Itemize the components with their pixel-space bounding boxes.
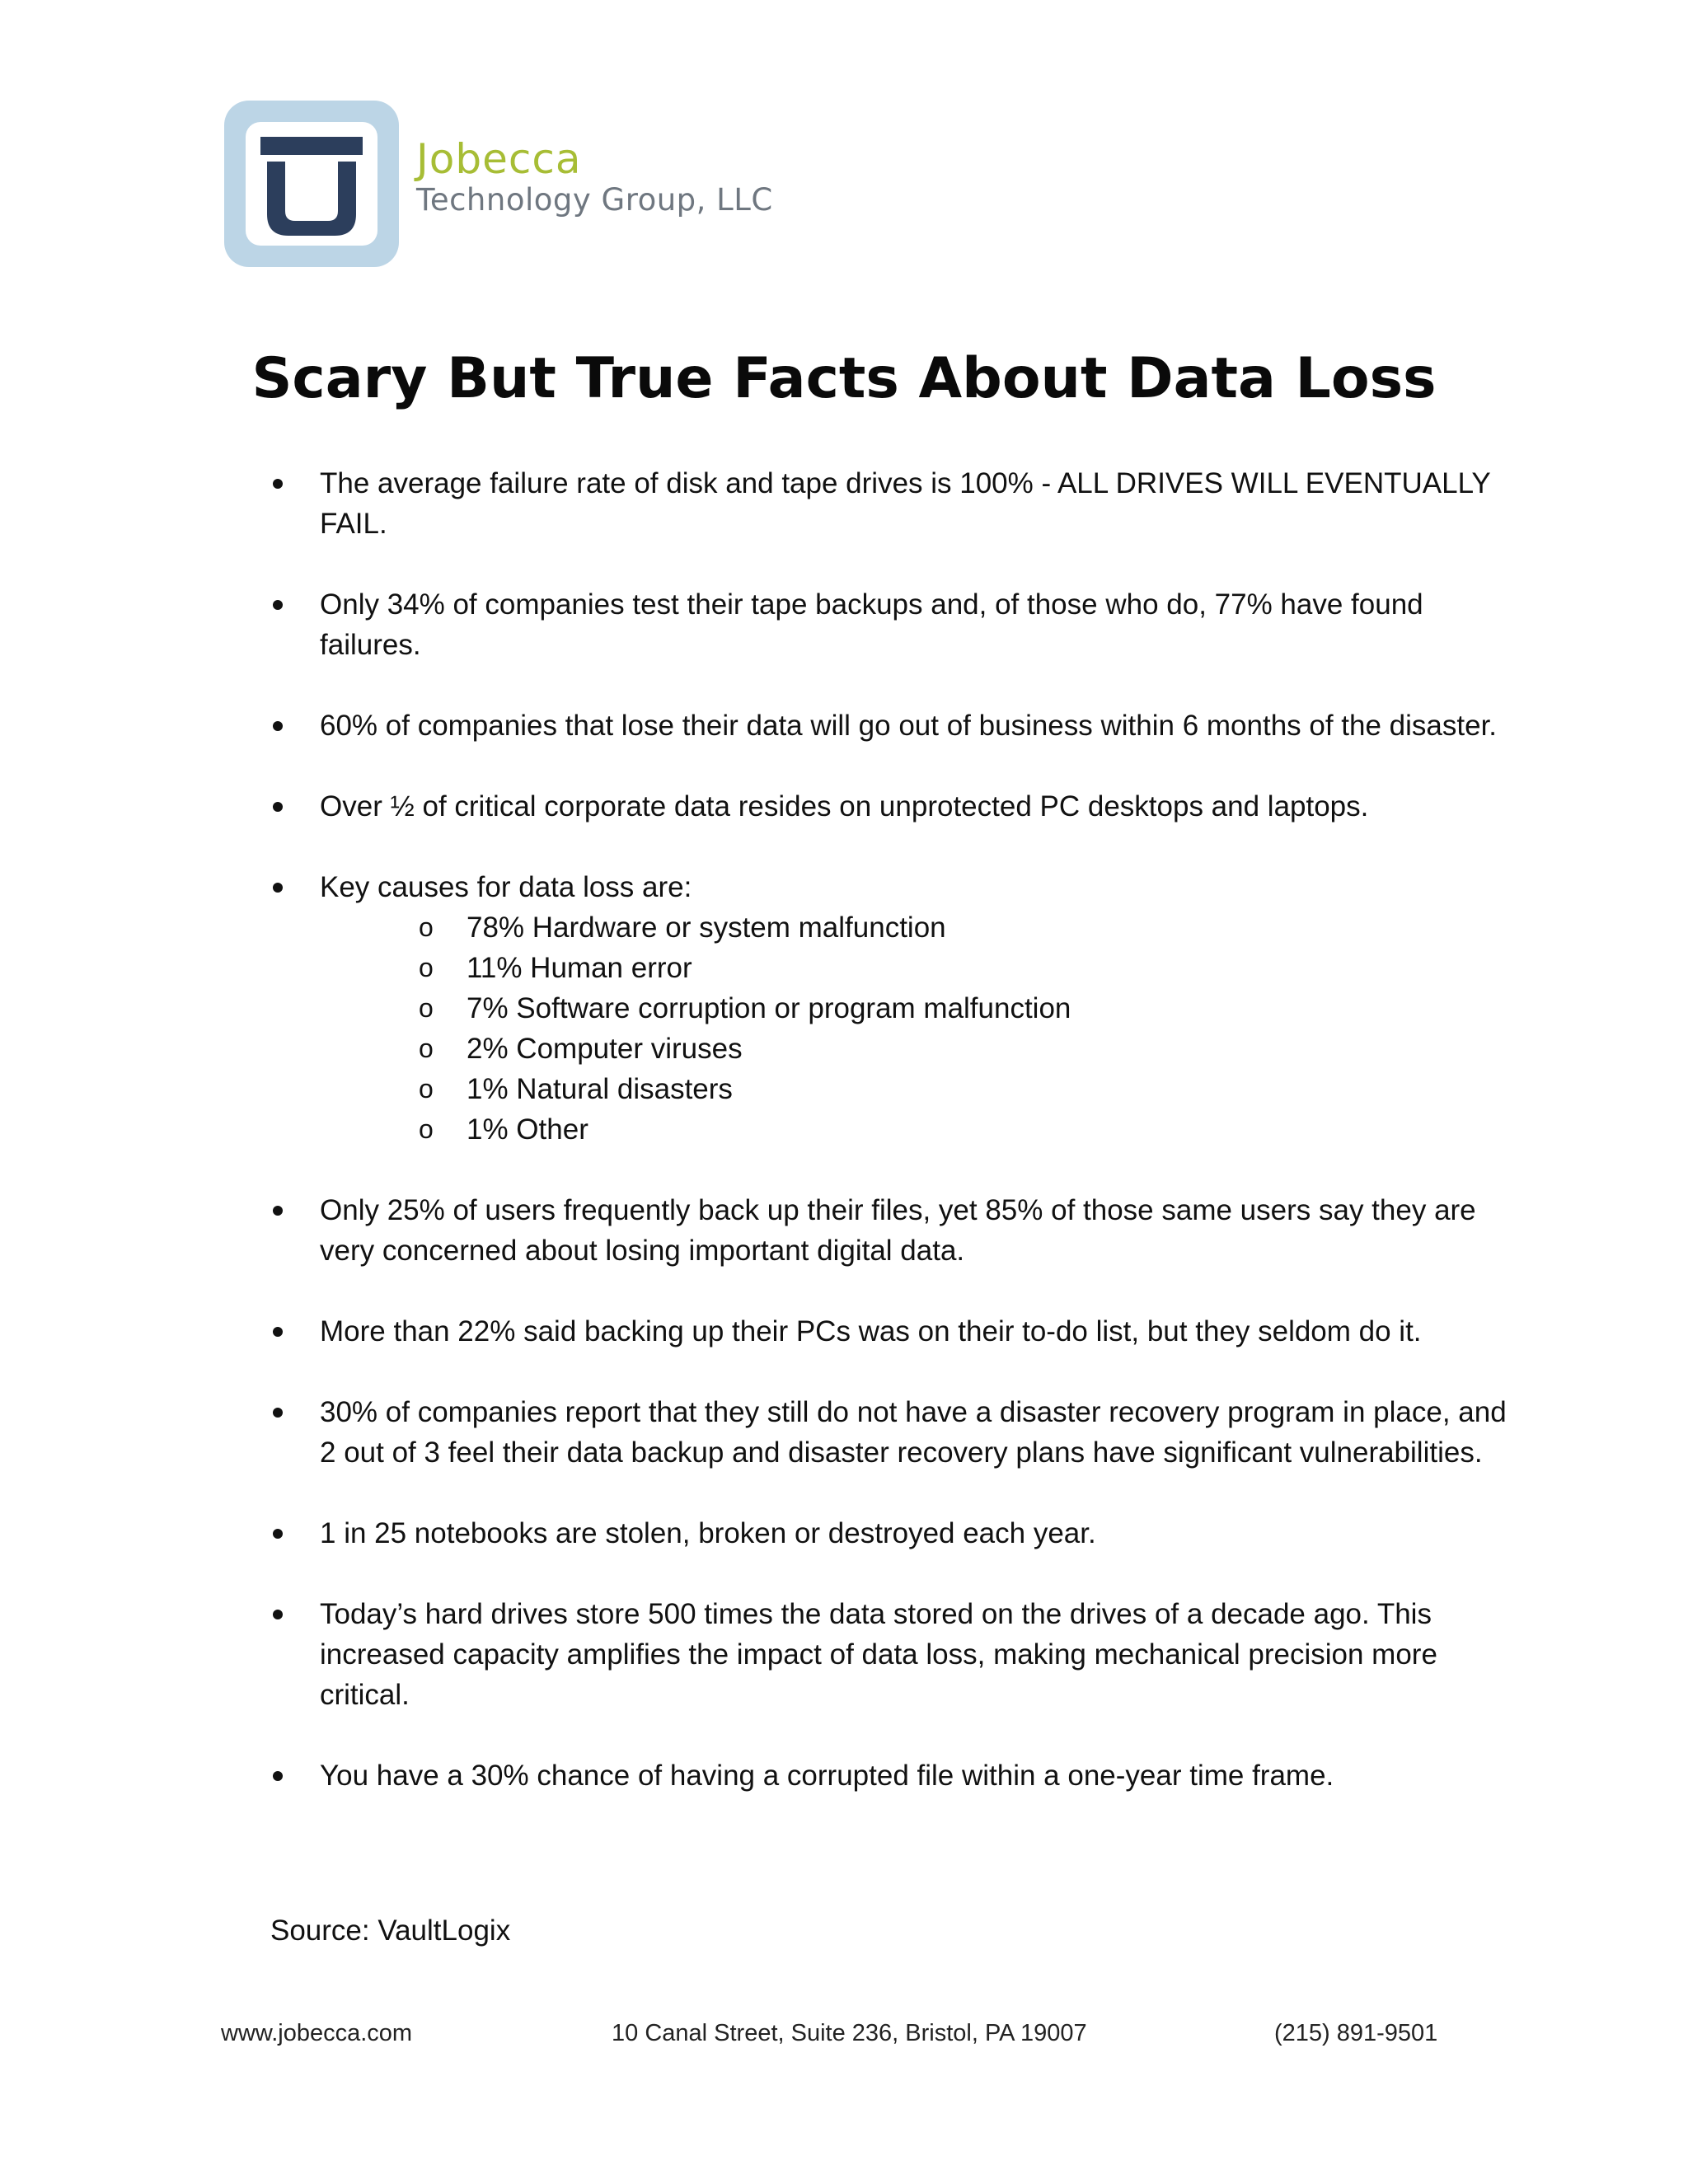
fact-text: Key causes for data loss are:: [320, 871, 692, 903]
bullet-icon: [273, 1327, 283, 1337]
list-item: [270, 1190, 1523, 1271]
fact-text: 30% of companies report that they still do not have a disaster recovery program in place, and 2 out of 3 feel their data backup and disaster recovery plans have significant vulnerabilities.: [320, 1396, 1507, 1469]
hollow-bullet-icon: o: [419, 1114, 434, 1144]
bullet-icon: [273, 802, 283, 812]
logo-company-subtitle: Technology Group, LLC: [416, 182, 773, 218]
bullet-icon: [273, 883, 283, 893]
jobecca-logo-icon: [221, 97, 402, 270]
hollow-bullet-icon: o: [419, 993, 434, 1023]
fact-text: The average failure rate of disk and tape drives is 100% - ALL DRIVES WILL EVENTUALLY FAIL.: [320, 467, 1491, 540]
list-item: [270, 867, 1523, 1150]
logo-company-name: Jobecca: [416, 135, 582, 183]
page-title: Scary But True Facts About Data Loss: [251, 346, 1437, 411]
fact-text: Only 34% of companies test their tape backups and, of those who do, 77% have found failures.: [320, 588, 1423, 661]
hollow-bullet-icon: o: [419, 912, 434, 942]
list-item: [270, 1392, 1523, 1473]
logo-wordmark: [416, 136, 773, 218]
bullet-icon: [273, 1206, 283, 1216]
sub-list-item: [320, 1029, 1523, 1069]
hollow-bullet-icon: o: [419, 1033, 434, 1063]
bullet-icon: [273, 1529, 283, 1539]
cause-text: 2% Computer viruses: [467, 1033, 743, 1065]
sub-list-item: [320, 948, 1523, 988]
list-item: [270, 463, 1523, 544]
list-item: [270, 1311, 1523, 1352]
bullet-icon: [273, 1771, 283, 1781]
cause-text: 7% Software corruption or program malfunction: [467, 992, 1071, 1024]
company-logo: [221, 97, 402, 270]
hollow-bullet-icon: o: [419, 953, 434, 982]
list-item: [270, 1755, 1523, 1796]
sub-list-item: [320, 1109, 1523, 1150]
fact-text: More than 22% said backing up their PCs was on their to-do list, but they seldom do it.: [320, 1315, 1422, 1347]
list-item: [270, 1513, 1523, 1554]
list-item: [270, 1594, 1523, 1715]
cause-text: 1% Natural disasters: [467, 1073, 733, 1105]
bullet-icon: [273, 479, 283, 489]
fact-text: 60% of companies that lose their data will go out of business within 6 months of the disaster.: [320, 710, 1498, 742]
fact-text: Only 25% of users frequently back up their files, yet 85% of those same users say they are very concerned about losing important digital data.: [320, 1194, 1476, 1267]
key-causes-list: [320, 907, 1523, 1150]
cause-text: 11% Human error: [467, 952, 692, 984]
bullet-icon: [273, 1610, 283, 1619]
fact-text: You have a 30% chance of having a corrupted file within a one-year time frame.: [320, 1760, 1334, 1792]
list-item: [270, 584, 1523, 665]
sub-list-item: [320, 988, 1523, 1029]
bullet-icon: [273, 1408, 283, 1418]
source-citation: Source: VaultLogix: [270, 1915, 511, 1947]
facts-list: [270, 463, 1523, 1836]
footer-website[interactable]: www.jobecca.com: [221, 2020, 413, 2046]
fact-text: Today’s hard drives store 500 times the data stored on the drives of a decade ago. This increased capacity amplifies the impact of data loss, making mechanical precision more critical.: [320, 1598, 1437, 1711]
sub-list-item: [320, 1069, 1523, 1109]
hollow-bullet-icon: o: [419, 1074, 434, 1104]
footer-phone: (215) 891-9501: [1274, 2020, 1438, 2046]
fact-text: Over ½ of critical corporate data resides on unprotected PC desktops and laptops.: [320, 790, 1369, 823]
sub-list-item: [320, 907, 1523, 948]
footer-address: 10 Canal Street, Suite 236, Bristol, PA 19007: [612, 2020, 1087, 2046]
cause-text: 1% Other: [467, 1113, 588, 1146]
list-item: [270, 786, 1523, 827]
bullet-icon: [273, 721, 283, 731]
list-item: [270, 705, 1523, 746]
cause-text: 78% Hardware or system malfunction: [467, 912, 946, 944]
fact-text: 1 in 25 notebooks are stolen, broken or destroyed each year.: [320, 1517, 1096, 1549]
bullet-icon: [273, 600, 283, 610]
